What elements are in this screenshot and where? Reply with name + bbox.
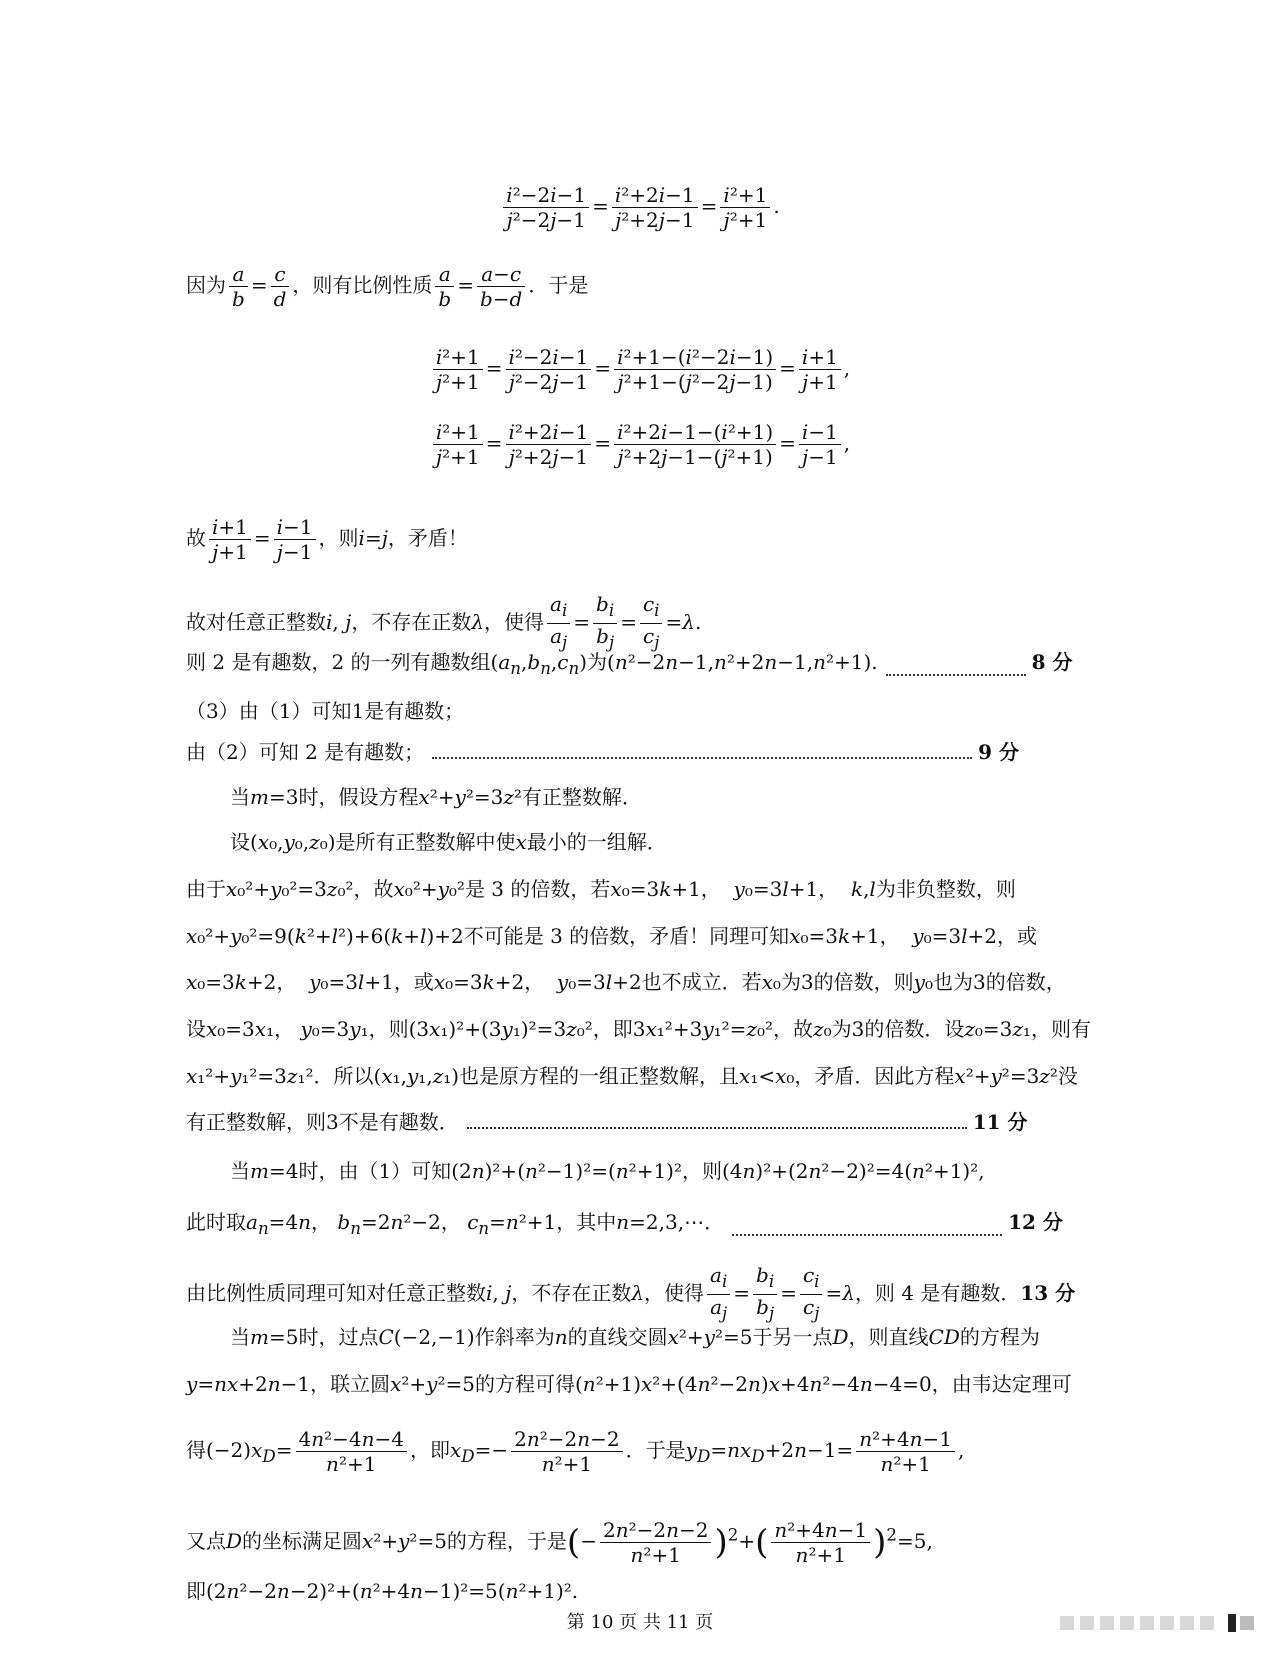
text-segment: 时，过点 [298, 1325, 379, 1349]
text-segment: 为3的倍数，则 [780, 970, 914, 994]
text-segment: 的方程为 [959, 1325, 1040, 1349]
text-line: 则 2 是有趣数，2 的一列有趣数组$(a_n,b_n,c_n)$为(n²−2n−1,n²+2n−1,n²+1). 8 分 [186, 650, 1073, 678]
text-segment: ，或 [997, 924, 1037, 948]
text-segment: ，则 4 是有趣数． [854, 1281, 1021, 1305]
text-segment: 当 [230, 1325, 250, 1349]
score-marker: 12 分 [1008, 1210, 1063, 1234]
text-segment: 最小的一组解． [526, 830, 667, 854]
text-line: x₀²+y₀²=9(k²+l²)+6(k+l)+2不可能是 3 的倍数，矛盾！同理可知x₀=3k+1， y₀=3l+2，或 [186, 924, 1037, 948]
text-segment: 由于 [186, 877, 226, 901]
text-segment: ，不存在正数 [511, 1281, 632, 1305]
scan-artifact-bars [1060, 1612, 1260, 1634]
text-line: x₁²+y₁²=3z₁²．所以(x₁,y₁,z₁)也是原方程的一组正整数解，且x₁<x₀，矛盾．因此方程x²+y²=3z²没 [186, 1064, 1078, 1088]
text-line: 当m=3时，假设方程x²+y²=3z²有正整数解． [230, 785, 642, 809]
text-segment: 故对任意正整数 [186, 610, 326, 634]
text-segment: ，则直线 [848, 1325, 929, 1349]
text-segment: 当 [230, 785, 250, 809]
text-segment: 没 [1057, 1064, 1078, 1088]
text-segment: 因为 [186, 273, 226, 297]
text-line: 当m=5时，过点C(−2,−1)作斜率为n的直线交圆x²+y²=5于另一点D，则直线CD的方程为 [230, 1325, 1040, 1349]
text-segment: 时，假设方程 [298, 785, 419, 809]
text-segment: ，则有 [1030, 1017, 1091, 1041]
text-segment: 于另一点 [752, 1325, 833, 1349]
text-segment: 也为3的倍数， [933, 970, 1066, 994]
text-line: 故对任意正整数i, j，不存在正数λ，使得 $\frac{a_i}{a_j}$ = $\frac{b_i}{b_j}$ = $\frac{c_i}{c_j}$ =λ. [186, 592, 702, 652]
text-line: 由比例性质同理可知对任意正整数i, j，不存在正数λ，使得 $\frac{a_i}{a_j}$ = $\frac{b_i}{b_j}$ = $\frac{c_i}{c_j}$ =λ，则 4 是有趣数．13 分 [186, 1263, 1076, 1323]
text-segment: ，不存在正数 [351, 610, 472, 634]
text-segment: ．所以 [313, 1064, 374, 1088]
text-line: 设(x₀,y₀,z₀)是所有正整数解中使x最小的一组解． [230, 830, 667, 854]
text-line: （3）由（1）可知1是有趣数； [186, 699, 465, 723]
score-marker: 9 分 [978, 740, 1020, 764]
text-segment: 也是原方程的一组正整数解，且 [459, 1064, 740, 1088]
text-segment: ，矛盾．因此方程 [794, 1064, 955, 1088]
score-marker: 11 分 [972, 1110, 1028, 1134]
text-segment: ．于是 [528, 273, 589, 297]
text-line: 此时取$a_n=4n$， $b_n=2n^2-2$， $c_n=n^2+1$，其中n=2,3,⋯． 12 分 [186, 1210, 1063, 1238]
text-segment: ，由韦达定理可 [931, 1372, 1072, 1396]
text-segment: 不可能是 3 的倍数，矛盾！同理可知 [463, 924, 790, 948]
text-segment: 为 [587, 650, 608, 674]
text-segment: 的直线交圆 [567, 1325, 668, 1349]
text-segment: 为非负整数，则 [875, 877, 1016, 901]
text-segment: ．于是 [625, 1438, 686, 1462]
text-line: 设x₀=3x₁， y₀=3y₁，则(3x₁)²+(3y₁)²=3z₀²，即3x₁²+3y₁²=z₀²，故z₀为3的倍数．设z₀=3z₁，则有 [186, 1017, 1091, 1041]
equation-3: $\frac{\text{i²+1}}{\text{j²+1}}$ = $\frac{\text{i²+2i−1}}{\text{j²+2j−1}}$ = $\frac{\text{i²+2i−1−(i²+1)}}{\text{j²+2j−1−(j²+1)}}$ = $\frac{i-1}{j-1}$ , [0, 420, 1280, 469]
text-segment: 为3的倍数．设 [831, 1017, 965, 1041]
text-segment: 则 2 是有趣数，2 的一列有趣数组 [186, 650, 491, 674]
text-segment: ，则有比例性质 [292, 273, 433, 297]
text-segment: ，使得 [644, 1281, 705, 1305]
text-segment: 设 [230, 830, 250, 854]
text-line: 得$(-2)x_D=$ $\frac{\text{4n²−4n−4}}{\text{n²+1}}$ ，即$x_D=-$ $\frac{\text{2n²−2n−2}}{\text{n²+1}}$ ．于是$y_D=nx_D+2n-1=$ $\frac{\text{n²+4n−1}}{\text{n²+1}}$ , [186, 1427, 965, 1476]
text-segment: ，故 [773, 1017, 814, 1041]
text-line: 由于x₀²+y₀²=3z₀²，故x₀²+y₀²是 3 的倍数，若x₀=3k+1， y₀=3l+1， k,l为非负整数，则 [186, 877, 1016, 901]
text-line: 即(2n²−2n−2)²+(n²+4n−1)²=5(n²+1)². [186, 1579, 579, 1603]
score-marker: 13 分 [1020, 1281, 1076, 1305]
text-segment: 也不成立．若 [641, 970, 762, 994]
text-segment: 是 3 的倍数，若 [464, 877, 611, 901]
text-segment: 故 [186, 526, 206, 550]
text-segment: 设 [186, 1017, 206, 1041]
text-segment: 的方程可得 [474, 1372, 575, 1396]
text-segment: ，使得 [484, 610, 545, 634]
text-segment: ，则 [682, 1159, 722, 1183]
text-segment: 作斜率为 [474, 1325, 555, 1349]
text-segment: 得 [186, 1438, 206, 1462]
text-segment: ，即 [410, 1438, 450, 1462]
text-segment: ，矛盾！ [387, 526, 468, 550]
score-marker: 8 分 [1031, 650, 1073, 674]
text-line: y=nx+2n−1，联立圆x²+y²=5的方程可得(n²+1)x²+(4n²−2n)x+4n²−4n−4=0，由韦达定理可 [186, 1372, 1072, 1396]
text-line [186, 739, 1019, 765]
text-segment: 是所有正整数解中使 [335, 830, 516, 854]
text-line: 故 $\frac{i+1}{j+1}$ = $\frac{i-1}{j-1}$ ，则i=j，矛盾！ [186, 515, 468, 564]
equation-2: $\frac{\text{i²+1}}{\text{j²+1}}$ = $\frac{\text{i²−2i−1}}{\text{j²−2j−1}}$ = $\frac{\text{i²+1−(i²−2i−1)}}{\text{j²+1−(j²−2j−1)}}$ = $\frac{i+1}{j+1}$ , [0, 345, 1280, 394]
text-segment: ，则 [318, 526, 359, 550]
text-segment: ，即 [592, 1017, 633, 1041]
text-segment: 当 [230, 1159, 250, 1183]
text-segment: 又点 [186, 1529, 226, 1553]
equation-1: $\frac{\text{i²−2i−1}}{\text{j²−2j−1}}$ = $\frac{\text{i²+2i−1}}{\text{j²+2j−1}}$ = $\frac{\text{i²+1}}{\text{j²+1}}$ . [0, 183, 1280, 232]
text-segment: 有正整数解，则3不是有趣数． [186, 1110, 459, 1134]
text-segment: 即 [186, 1579, 206, 1603]
text-line [186, 1109, 1028, 1135]
text-segment: ，故 [353, 877, 394, 901]
text-line: 当m=4时，由（1）可知(2n)²+(n²−1)²=(n²+1)²，则(4n)²+(2n²−2)²=4(n²+1)², [230, 1159, 985, 1183]
text-segment: ，则 [368, 1017, 409, 1041]
text-line: x₀=3k+2， y₀=3l+1，或x₀=3k+2， y₀=3l+2也不成立．若x₀为3的倍数，则y₀也为3的倍数， [186, 970, 1066, 994]
text-segment: 由（2）可知 2 是有趣数； [186, 740, 425, 764]
text-segment: 时，由（1）可知 [298, 1159, 452, 1183]
text-segment: 有正整数解． [521, 785, 642, 809]
text-segment: ，联立圆 [310, 1372, 391, 1396]
text-segment: 此时取 [186, 1210, 246, 1234]
text-segment: ，其中 [556, 1210, 617, 1234]
page-number: 第 10 页 共 11 页 [566, 1612, 714, 1633]
text-line: 因为 $\frac{a}{b}$ = $\frac{c}{d}$ ，则有比例性质 $\frac{a}{b}$ = $\frac{a-c}{b-d}$ ．于是 [186, 262, 589, 311]
text-segment: ，或 [393, 970, 434, 994]
text-segment: 的坐标满足圆 [242, 1529, 363, 1553]
text-segment: 由比例性质同理可知对任意正整数 [186, 1281, 486, 1305]
text-line: 又点D的坐标满足圆x²+y²=5的方程，于是(− $\frac{\text{2n²−2n−2}}{\text{n²+1}}$ )$^2$+( $\frac{\text{n²+4n−1}}{\text{n²+1}}$ )$^2$=5, [186, 1518, 933, 1567]
text-segment: 的方程，于是 [446, 1529, 567, 1553]
